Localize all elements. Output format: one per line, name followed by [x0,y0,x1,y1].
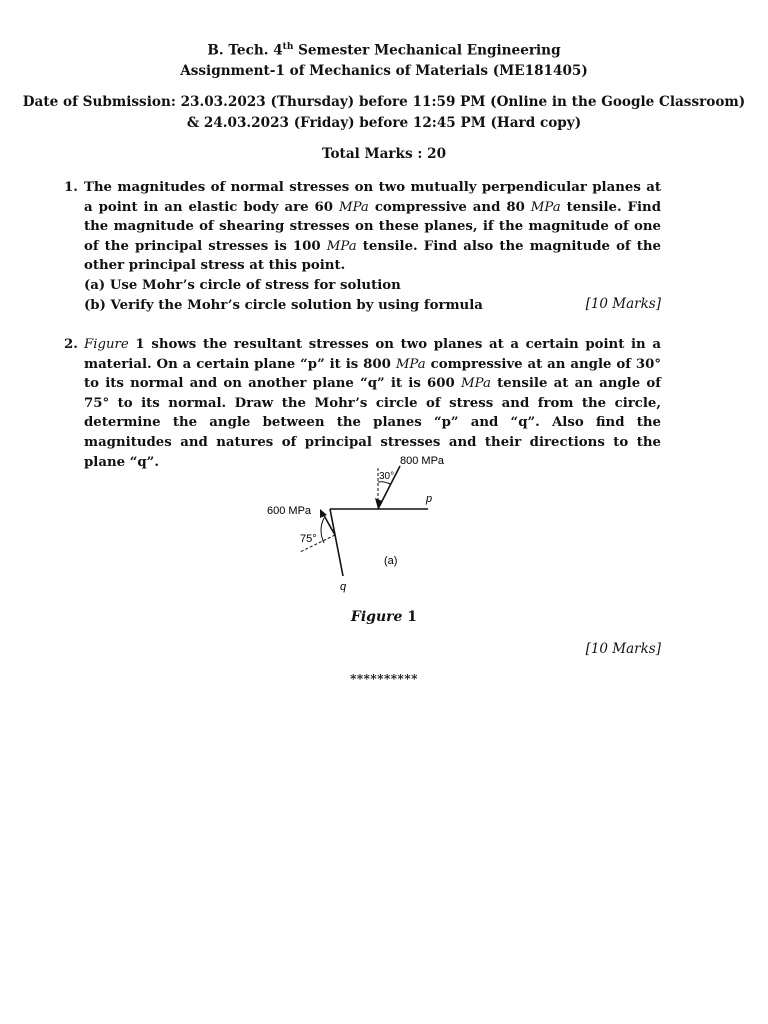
label-30-deg: 30° [379,471,395,482]
submission-date-line-1: Date of Submission: 23.03.2023 (Thursday) before 11:59 PM (Online in the Google Classroom) [22,94,746,110]
question-1-part-b: (b) Verify the Mohr’s circle solution by using formula [84,297,483,313]
question-1-marks: [10 Marks] [585,296,661,312]
angle-arc-75 [321,518,324,543]
label-800-mpa: 800 MPa [400,455,445,467]
label-a: (a) [384,555,398,567]
question-2-marks: [10 Marks] [585,641,661,657]
assignment-title: Assignment-1 of Mechanics of Materials (ME181405) [180,63,588,79]
question-1-part-a: (a) Use Mohr’s circle of stress for solution [84,277,401,293]
label-600-mpa: 600 MPa [267,505,312,517]
label-75-deg: 75° [300,533,317,545]
plane-q-line [330,509,343,576]
superscript-th: th [282,42,294,52]
angle-arc-30 [378,482,390,484]
figure-caption: Figure 1 [350,609,418,625]
submission-date-line-2: & 24.03.2023 (Friday) before 12:45 PM (Hard copy) [186,115,582,131]
label-plane-p: p [426,493,433,505]
end-separator: ********** [350,672,418,686]
question-1-number: 1. [64,180,78,195]
stress-planes-figure [260,448,460,598]
label-plane-q: q [340,581,347,593]
question-2-number: 2. [64,337,78,352]
question-1-text: The magnitudes of normal stresses on two mutually perpendicular planes at a point in an elastic body are 60 MPa compressive and 80 MPa tensile. Find the magnitude of shearing stresses on these planes, if the magnitude of one of the principal stresses is 100 MPa tensile. Find also the magnitude of the other principal stress at this point. (a) Use Mohr’s circle of stress for solution (b) Verify the Mohr’s circle solution by using formula [84,180,662,313]
arrowhead-600 [320,509,327,518]
total-marks: Total Marks : 20 [321,146,447,162]
course-title: B. Tech. 4th Semester Mechanical Engineering [207,42,561,59]
question-2-text: Figure 1 shows the resultant stresses on two planes at a certain point in a material. On a certain plane “p” it is 800 MPa compressive at an angle of 30° to its normal and on another plane “q” it is 600 MPa tensile at an angle of 75° to its normal. Draw the Mohr’s circle of stress and from the circle, determine the angle between the planes “p” and “q”. Also find the magnitudes and natures of principal stresses and their directions to the plane “q”. [84,337,661,470]
